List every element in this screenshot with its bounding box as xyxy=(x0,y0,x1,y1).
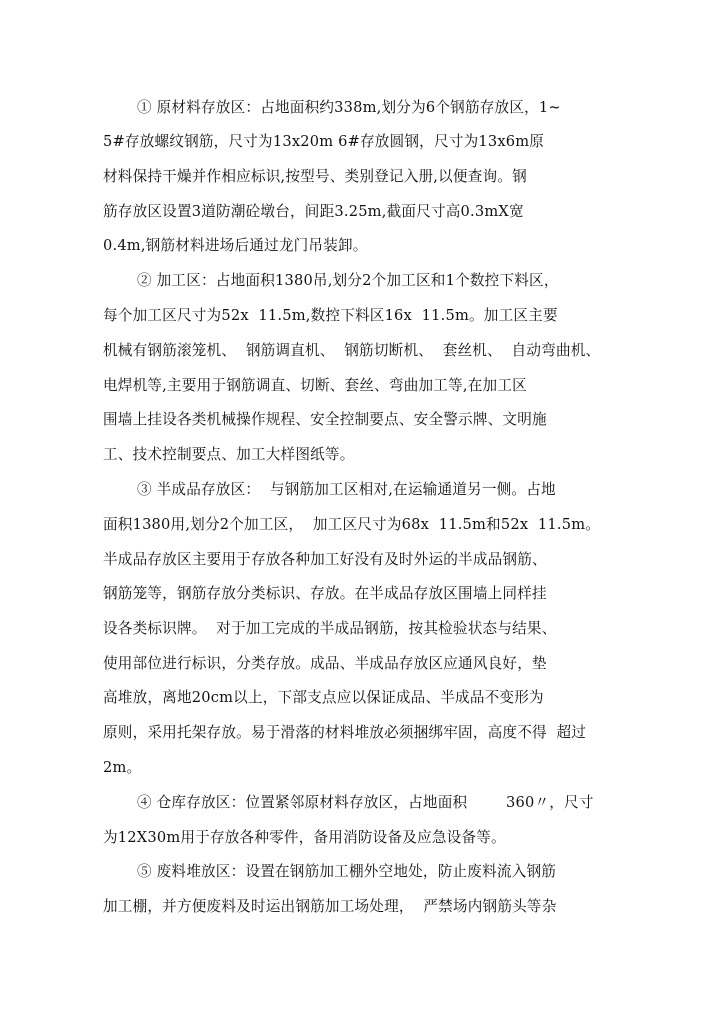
text-line: 2m。 xyxy=(103,759,142,776)
text-line: 0.4m,钢筋材料进场后通过龙门吊装卸。 xyxy=(103,237,368,254)
text-line: 设各类标识牌。 对于加工完成的半成品钢筋，按其检验状态与结果、 xyxy=(103,620,557,637)
text-line: 工、技术控制要点、加工大样图纸等。 xyxy=(103,446,355,463)
text-line: 电焊机等,主要用于钢筋调直、切断、套丝、弯曲加工等,在加工区 xyxy=(103,377,527,394)
text-line: 加工棚，并方便废料及时运出钢筋加工场处理， 严禁场内钢筋头等杂 xyxy=(103,898,557,915)
text-line: ④ 仓库存放区：位置紧邻原材料存放区，占地面积 360〃，尺寸 xyxy=(137,794,594,811)
text-line: ③ 半成品存放区： 与钢筋加工区相对,在运输通道另一侧。占地 xyxy=(137,481,556,498)
text-line: 机械有钢筋滚笼机、 钢筋调直机、 钢筋切断机、 套丝机、 自动弯曲机、 xyxy=(103,342,601,359)
text-line: 面积1380用,划分2个加工区， 加工区尺寸为68x 11.5m和52x 11.5m。 xyxy=(103,516,601,533)
text-line: 使用部位进行标识，分类存放。成品、半成品存放区应通风良好，垫 xyxy=(103,655,547,672)
text-line: 钢筋笼等，钢筋存放分类标识、存放。在半成品存放区围墙上同样挂 xyxy=(103,585,547,602)
text-line: ⑤ 废料堆放区：设置在钢筋加工棚外空地处，防止废料流入钢筋 xyxy=(137,863,557,880)
text-line: ② 加工区：占地面积1380吊,划分2个加工区和1个数控下料区， xyxy=(137,272,559,289)
text-line: 5#存放螺纹钢筋，尺寸为13x20m 6#存放圆钢，尺寸为13x6m原 xyxy=(103,133,545,150)
text-line: 高堆放，离地20cm以上，下部支点应以保证成品、半成品不变形为 xyxy=(103,689,544,706)
text-line: 为12X30m用于存放各种零件，备用消防设备及应急设备等。 xyxy=(103,829,506,846)
text-line: 每个加工区尺寸为52x 11.5m,数控下料区16x 11.5m。加工区主要 xyxy=(103,307,558,324)
text-line: 筋存放区设置3道防潮砼墩台，间距3.25m,截面尺寸高0.3mX宽 xyxy=(103,203,524,220)
text-line: 材料保持干燥并作相应标识,按型号、类别登记入册,以便查询。钢 xyxy=(103,168,527,185)
text-line: 半成品存放区主要用于存放各种加工好没有及时外运的半成品钢筋、 xyxy=(103,551,547,568)
text-line: 围墙上挂设各类机械操作规程、安全控制要点、安全警示牌、文明施 xyxy=(103,411,547,428)
text-line: 原则，采用托架存放。易于滑落的材料堆放必须捆绑牢固，高度不得 超过 xyxy=(103,724,587,741)
text-line: ① 原材料存放区：占地面积约338m,划分为6个钢筋存放区，1~ xyxy=(137,99,561,116)
